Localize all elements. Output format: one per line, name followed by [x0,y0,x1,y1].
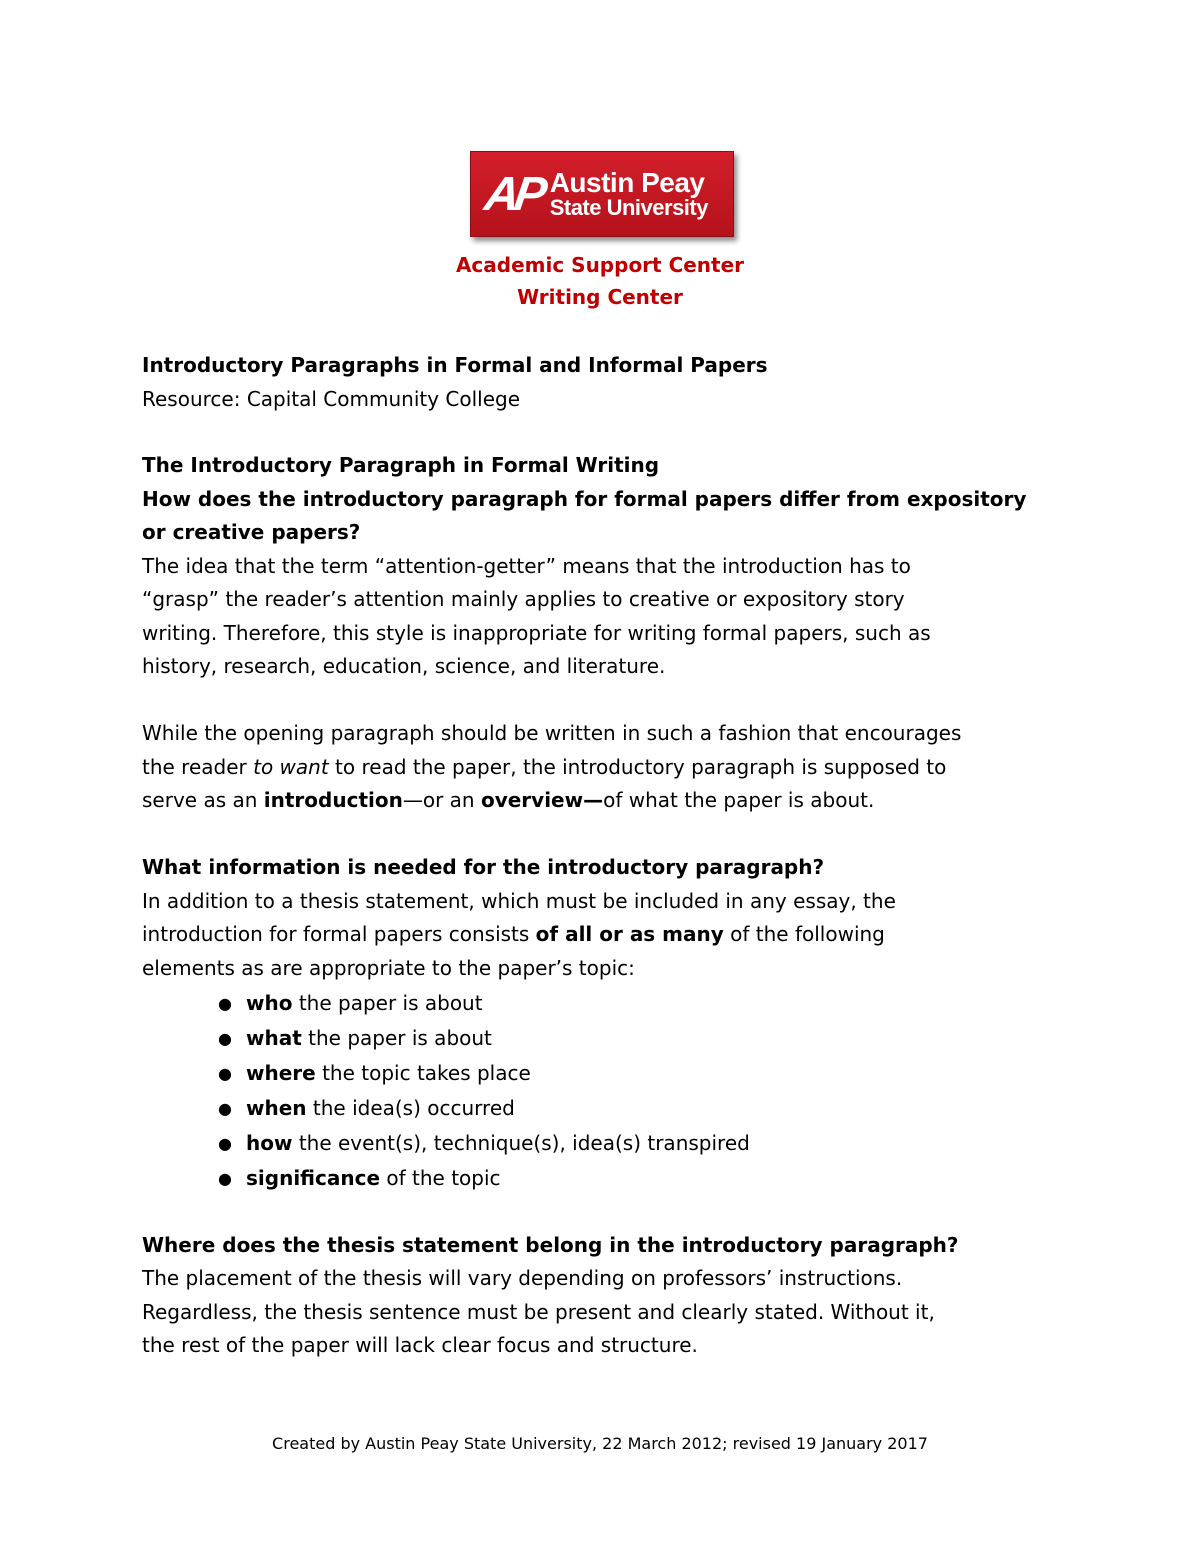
logo-line-1: Austin Peay [549,167,705,198]
bullet-icon: ● [218,1134,232,1153]
text-run: introduction for formal papers consists [142,922,536,946]
document-title: Introductory Paragraphs in Formal and Informal Papers [142,353,768,377]
paragraph-3-line: elements as are appropriate to the paper’s topic: [142,956,635,980]
paragraph-1-line: The idea that the term “attention-getter” means that the introduction has to [142,554,911,578]
bullet-icon: ● [218,1029,232,1048]
bold-text: how [246,1131,293,1155]
bold-text: significance [246,1166,381,1190]
resource-line: Resource: Capital Community College [142,387,521,411]
bullet-icon: ● [218,994,232,1013]
bullet-icon: ● [218,1064,232,1083]
bold-text: of all or as many [535,922,724,946]
paragraph-2-line [142,788,874,812]
paragraph-4-line: Regardless, the thesis sentence must be present and clearly stated. Without it, [142,1300,935,1324]
text-run: the topic takes place [315,1061,531,1085]
question-1-line-1: How does the introductory paragraph for formal papers differ from expository [142,487,1027,511]
paragraph-1-line: history, research, education, science, and literature. [142,654,666,678]
text-run: the paper is about [292,991,483,1015]
paragraph-4-line: the rest of the paper will lack clear focus and structure. [142,1333,698,1357]
text-run: of the topic [380,1166,501,1190]
bold-text: who [246,991,293,1015]
text-run: of what the paper is about. [603,788,875,812]
list-item [246,1026,492,1050]
paragraph-1-line: writing. Therefore, this style is inappropriate for writing formal papers, such as [142,621,931,645]
paragraph-2-line: While the opening paragraph should be written in such a fashion that encourages [142,721,962,745]
text-run: to read the paper, the introductory paragraph is supposed to [328,755,947,779]
question-3: Where does the thesis statement belong in the introductory paragraph? [142,1233,959,1257]
list-item [246,1131,750,1155]
list-item [246,991,483,1015]
bold-text: where [246,1061,316,1085]
bold-text: introduction [263,788,403,812]
text-run: serve as an [142,788,264,812]
list-item [246,1166,501,1190]
list-item [246,1061,531,1085]
bold-text: when [246,1096,307,1120]
section-heading: The Introductory Paragraph in Formal Writing [142,453,660,477]
list-item [246,1096,515,1120]
logo-line-2: State University [549,195,708,220]
bullet-icon: ● [218,1099,232,1118]
text-run: the reader [142,755,254,779]
paragraph-1-line: “grasp” the reader’s attention mainly applies to creative or expository story [142,587,905,611]
text-run: the paper is about [301,1026,492,1050]
text-run: —or an [402,788,481,812]
text-run: of the following [723,922,885,946]
question-1-line-2: or creative papers? [142,520,361,544]
ap-logo-mark: AP [481,167,546,221]
text-run: the event(s), technique(s), idea(s) transpired [292,1131,750,1155]
bold-text: overview— [480,788,604,812]
paragraph-3-line: In addition to a thesis statement, which must be included in any essay, the [142,889,896,913]
apsu-logo [470,151,734,237]
bullet-icon: ● [218,1169,232,1188]
paragraph-4-line: The placement of the thesis will vary depending on professors’ instructions. [142,1266,903,1290]
page-footer: Created by Austin Peay State University, 22 March 2012; revised 19 January 2017 [272,1434,928,1453]
text-run: the idea(s) occurred [306,1096,515,1120]
header-academic-support: Academic Support Center [455,253,745,277]
bold-text: what [246,1026,302,1050]
header-writing-center: Writing Center [517,285,683,309]
emphasis-text: to want [253,755,329,779]
paragraph-3-line [142,922,885,946]
paragraph-2-line [142,755,946,779]
question-2: What information is needed for the introductory paragraph? [142,855,825,879]
